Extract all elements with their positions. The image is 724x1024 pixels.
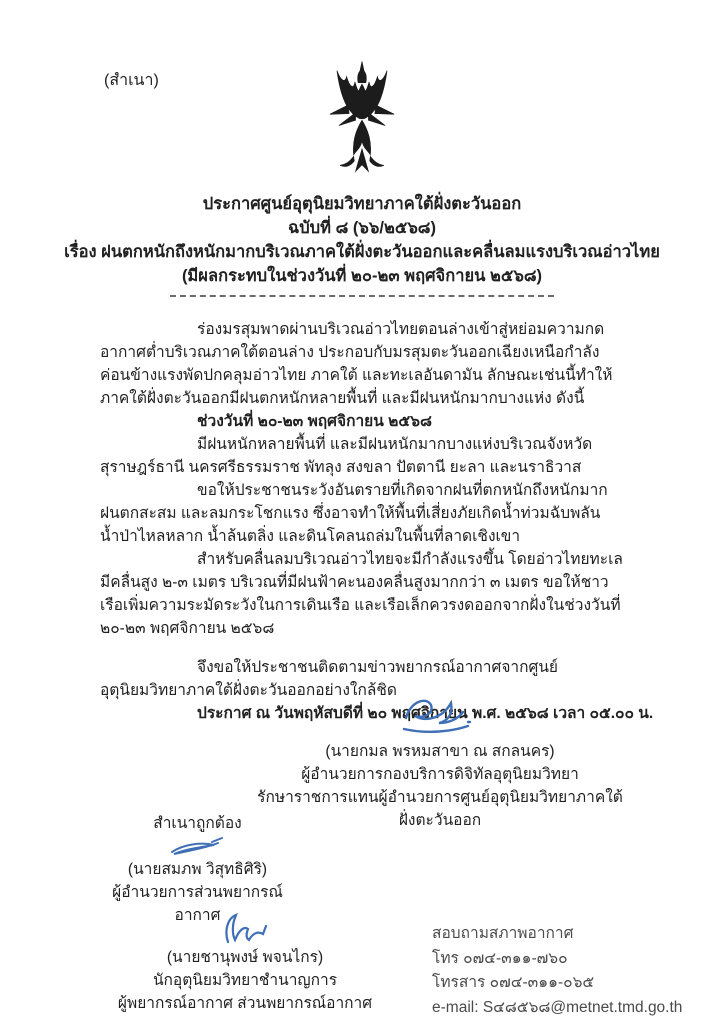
- certifier-signature-icon: [168, 836, 228, 858]
- announcement-header: [0, 192, 724, 297]
- garuda-emblem-icon: [317, 60, 407, 188]
- director-signature-icon: [398, 692, 482, 736]
- contact-phone: โทร ๐๗๔-๓๑๑-๗๖๐: [432, 949, 568, 967]
- dashed-divider: [170, 295, 554, 297]
- paragraph-monsoon-trough: ร่องมรสุมพาดผ่านบริเวณอ่าวไทยตอนล่างเข้าสู่หย่อมความกดอากาศต่ำบริเวณภาคใต้ตอนล่าง ประกอบกับมรสุมตะวันออกเฉียงเหนือกำลังค่อนข้างแรงพัดปกคลุมอ่าวไทย ภาคใต้ และทะเลอันดามัน ลักษณะเช่นนี้ทำให้ภาคใต้ฝั่งตะวันออกมีฝนตกหนักหลายพื้นที่ และมีฝนหนักมากบางแห่ง ดังนี้: [100, 321, 613, 407]
- certifier-title: ผู้อำนวยการส่วนพยากรณ์อากาศ: [112, 884, 283, 924]
- certified-copy-label: สำเนาถูกต้อง: [153, 815, 242, 832]
- forecaster-block: [100, 912, 390, 1015]
- contact-email: e-mail: S๔๘๕๖๘@metnet.tmd.go.th: [432, 998, 683, 1016]
- paragraph-follow-news: จึงขอให้ประชาชนติดตามข่าวพยากรณ์อากาศจากศูนย์อุตุนิยมวิทยาภาคใต้ฝั่งตะวันออกอย่างใกล้ชิด: [100, 659, 559, 699]
- signer-title-1: ผู้อำนวยการกองบริการดิจิทัลอุตุนิยมวิทยา: [301, 766, 579, 783]
- forecaster-title-2: ผู้พยากรณ์อากาศ ส่วนพยากรณ์อากาศ: [117, 995, 373, 1012]
- paragraph-heavy-rain-provinces: มีฝนหนักหลายพื้นที่ และมีฝนหนักมากบางแห่งบริเวณจังหวัดสุราษฎร์ธานี นครศรีธรรมราช พัทลุง สงขลา ปัตตานี ยะลา และนราธิวาส: [100, 436, 593, 476]
- announcement-body: [100, 318, 654, 725]
- announcement-issue-no: ฉบับที่ ๘ (๖๖/๒๕๖๘): [287, 219, 437, 237]
- paragraph-public-warning: ขอให้ประชาชนระวังอันตรายที่เกิดจากฝนที่ตกหนักถึงหนักมาก ฝนตกสะสม และลมกระโชกแรง ซึ่งอาจทำให้พื้นที่เสี่ยงภัยเกิดน้ำท่วมฉับพลัน น้ำป่าไหลหลาก น้ำล้นตลิ่ง และดินโคลนถล่มในพื้นที่ลาดเชิงเขา: [100, 482, 608, 545]
- forecaster-title-1: นักอุตุนิยมวิทยาชำนาญการ: [152, 972, 338, 989]
- issued-date-line: ประกาศ ณ วันพฤหัสบดีที่ ๒๐ พฤศจิกายน พ.ศ. ๒๕๖๘ เวลา ๐๕.๐๐ น.: [197, 705, 654, 722]
- contact-block: [432, 922, 692, 1020]
- signer-name: (นายกมล พรหมสาขา ณ สกลนคร): [325, 743, 555, 760]
- announcement-effect-period: (มีผลกระทบในช่วงวันที่ ๒๐-๒๓ พฤศจิกายน ๒๕๖๘): [181, 267, 543, 285]
- signer-block: [255, 692, 625, 832]
- certified-copy-block: [90, 812, 305, 927]
- copy-label: (สำเนา): [104, 72, 159, 89]
- forecaster-name: (นายชานุพงษ์ พจนไกร): [166, 949, 324, 966]
- announcement-subject: เรื่อง ฝนตกหนักถึงหนักมากบริเวณภาคใต้ฝั่งตะวันออกและคลื่นลมแรงบริเวณอ่าวไทย: [64, 243, 660, 261]
- contact-fax: โทรสาร ๐๗๔-๓๑๑-๐๖๕: [432, 974, 595, 991]
- contact-heading: สอบถามสภาพอากาศ: [432, 925, 574, 942]
- signer-title-2: รักษาราชการแทนผู้อำนวยการศูนย์อุตุนิยมวิทยาภาคใต้ฝั่งตะวันออก: [257, 789, 623, 829]
- certifier-name: (นายสมภพ วิสุทธิศิริ): [127, 861, 268, 878]
- announcement-title: ประกาศศูนย์อุตุนิยมวิทยาภาคใต้ฝั่งตะวันออก: [202, 195, 522, 213]
- paragraph-sea-waves: สำหรับคลื่นลมบริเวณอ่าวไทยจะมีกำลังแรงขึ้น โดยอ่าวไทยทะเลมีคลื่นสูง ๒-๓ เมตร บริเวณที่มีฝนฟ้าคะนองคลื่นสูงมากกว่า ๓ เมตร ขอให้ชาวเรือเพิ่มความระมัดระวังในการเดินเรือ และเรือเล็กควรงดออกจากฝั่งในช่วงวันที่ ๒๐-๒๓ พฤศจิกายน ๒๕๖๘: [100, 551, 623, 637]
- period-heading: ช่วงวันที่ ๒๐-๒๓ พฤศจิกายน ๒๕๖๘: [197, 413, 432, 430]
- forecaster-signature-icon: [216, 912, 274, 946]
